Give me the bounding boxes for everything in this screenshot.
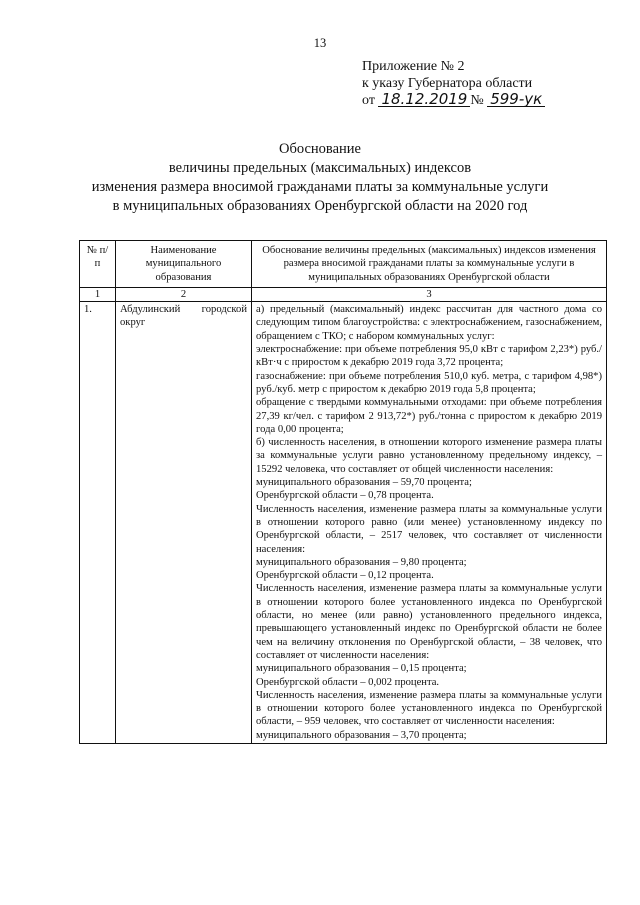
appendix-block: [362, 58, 545, 109]
basis-paragraph: б) численность населения, в отношении которого изменение размера платы за коммунальные услуги равно установленному предельному индексу, – 15292 человека, что составляет от общей численности населения:: [256, 437, 602, 475]
header-name: Наименование муниципального образования: [116, 241, 252, 288]
title-line-4: в муниципальных образованиях Оренбургской области на 2020 год: [112, 198, 528, 214]
column-number: 2: [116, 287, 252, 301]
appendix-subtitle: к указу Губернатора области: [362, 76, 533, 91]
basis-paragraph: муниципального образования – 59,70 процента;: [256, 477, 472, 489]
municipality-name: Абдулинский городской округ: [116, 302, 252, 744]
column-number: 1: [80, 287, 116, 301]
basis-paragraph: Оренбургской области – 0,002 процента.: [256, 676, 440, 688]
basis-paragraph: обращение с твердыми коммунальными отходами: при объеме потребления 27,39 кг/чел. с тарифом 2 913,72*) руб./тонна с приростом к декабрю 2019 года 0,00 процента;: [256, 397, 602, 435]
basis-paragraph: Численность населения, изменение размера платы за коммунальные услуги в отношении которого равно (или менее) установленному индексу по Оренбургской области, – 2517 человек, что составляет от численности населения:: [256, 503, 602, 555]
basis-paragraph: муниципального образования – 9,80 процента;: [256, 556, 467, 568]
column-number: 3: [252, 287, 607, 301]
handwritten-number: 599-ук: [487, 92, 545, 107]
justification-table: [79, 240, 607, 744]
basis-paragraph: Численность населения, изменение размера платы за коммунальные услуги в отношении которого более установленного индекса по Оренбургской области, но менее (или равно) установленного предельного индекса, превышающего установленный индекс по Оренбургской области не более чем на величину отклонения по Оренбургской области, – 38 человек, что составляет от численности населения:: [256, 583, 602, 661]
from-prefix: от: [362, 93, 375, 108]
title-line-3: изменения размера вносимой гражданами платы за коммунальные услуги: [91, 179, 549, 195]
basis-paragraph: Оренбургской области – 0,12 процента.: [256, 570, 434, 582]
document-title: [0, 140, 640, 216]
table-row: [80, 302, 607, 744]
basis-paragraph: Оренбургской области – 0,78 процента.: [256, 490, 434, 502]
appendix-date-number: [362, 92, 545, 109]
basis-paragraph: Численность населения, изменение размера платы за коммунальные услуги в отношении которого более установленного индекса по Оренбургской области, – 959 человек, что составляет от численности населения:: [256, 689, 602, 728]
basis-paragraph: газоснабжение: при объеме потребления 510,0 куб. метра, с тарифом 4,98*) руб./куб. метр с приростом к декабрю 2019 года 5,8 процента;: [256, 370, 602, 395]
basis-paragraph: а) предельный (максимальный) индекс рассчитан для частного дома со следующим типом благоустройства: с электроснабжением, газоснабжением, обращением с ТКО; с набором коммунальных услуг:: [256, 304, 602, 342]
header-basis: Обоснование величины предельных (максимальных) индексов изменения размера вносимой гражданами платы за коммунальные услуги в муниципальных образованиях Оренбургской области: [252, 241, 607, 288]
row-num: 1.: [80, 302, 116, 744]
header-num: № п/п: [80, 241, 116, 288]
table-header-row: [80, 241, 607, 288]
title-line-1: Обоснование: [279, 141, 361, 157]
column-number-row: [80, 287, 607, 301]
appendix-title: Приложение № 2: [362, 59, 465, 74]
title-line-2: величины предельных (максимальных) индексов: [168, 160, 472, 176]
basis-cell: [252, 302, 607, 744]
number-prefix: №: [470, 93, 484, 108]
handwritten-date: 18.12.2019: [378, 92, 470, 107]
basis-paragraph: электроснабжение: при объеме потребления 95,0 кВт с тарифом 2,23*) руб./кВт·ч с приростом к декабрю 2019 года 3,72 процента;: [256, 344, 602, 369]
basis-paragraph: муниципального образования – 3,70 процента;: [256, 729, 467, 741]
page-number: 13: [313, 36, 327, 50]
basis-paragraph: муниципального образования – 0,15 процента;: [256, 663, 467, 675]
